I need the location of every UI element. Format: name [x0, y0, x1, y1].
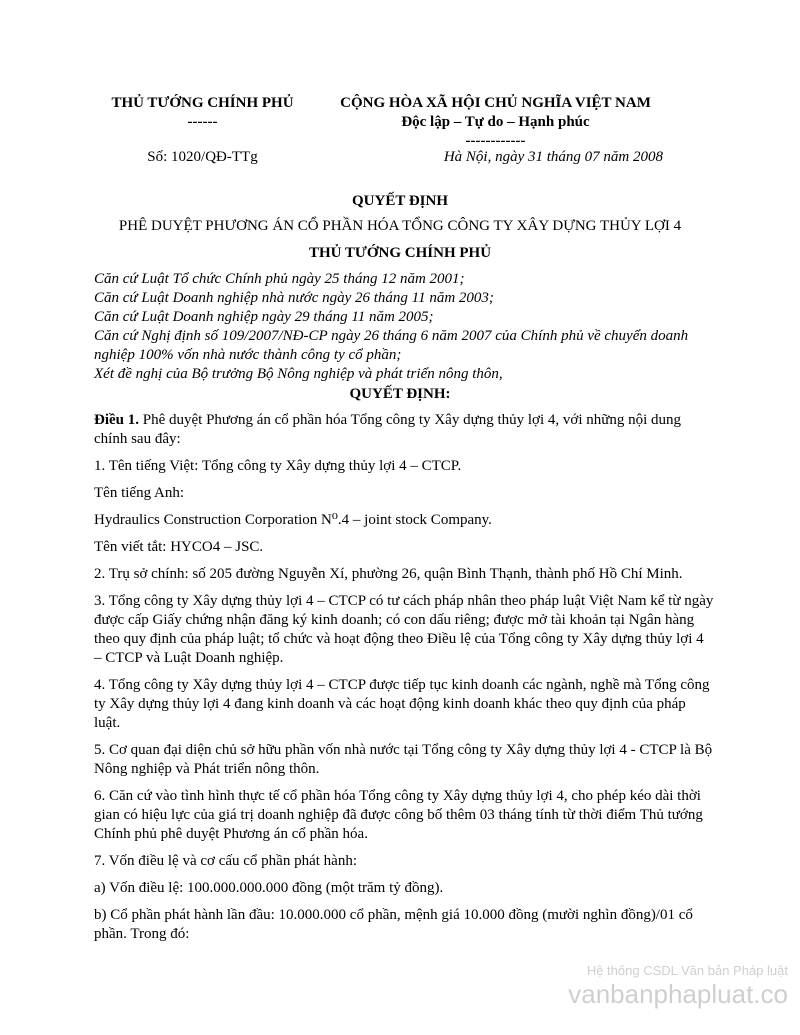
- national-motto: Độc lập – Tự do – Hạnh phúc: [401, 114, 590, 130]
- legal-basis-item: Xét đề nghị của Bộ trưởng Bộ Nông nghiệp và phát triển nông thôn,: [94, 366, 503, 382]
- document-number: Số: 1020/QĐ-TTg: [147, 149, 258, 165]
- paragraph: 3. Tổng công ty Xây dựng thủy lợi 4 – CTCP có tư cách pháp nhân theo pháp luật Việt Nam kể từ ngày được cấp Giấy chứng nhận đăng ký kinh doanh; có con dấu riêng; được mở tài khoản tại Ngân hàng theo quy định của pháp luật; tổ chức và hoạt động theo Điều lệ của Tổng công ty Xây dựng thủy lợi 4 – CTCP và Luật Doanh nghiệp.: [94, 593, 714, 666]
- document-title: QUYẾT ĐỊNH: [352, 193, 448, 209]
- issuing-authority: THỦ TƯỚNG CHÍNH PHỦ: [308, 245, 492, 261]
- decision-body: [94, 411, 714, 952]
- legal-basis-item: Căn cứ Luật Tổ chức Chính phủ ngày 25 tháng 12 năm 2001;: [94, 271, 465, 287]
- paragraph: 7. Vốn điều lệ và cơ cấu cổ phần phát hành:: [94, 853, 357, 869]
- paragraph: 2. Trụ sở chính: số 205 đường Nguyễn Xí, phường 26, quận Bình Thạnh, thành phố Hồ Chí Minh.: [94, 566, 683, 582]
- paragraph: Hydraulics Construction Corporation N⁰.4 – joint stock Company.: [94, 512, 492, 528]
- document-date: Hà Nội, ngày 31 tháng 07 năm 2008: [443, 149, 663, 165]
- country-name: CỘNG HÒA XÃ HỘI CHỦ NGHĨA VIỆT NAM: [340, 95, 651, 111]
- article-text: Phê duyệt Phương án cổ phần hóa Tổng công ty Xây dựng thủy lợi 4, với những nội dung chính sau đây:: [94, 412, 682, 447]
- article-label: Điều 1.: [94, 412, 139, 428]
- article-1: [94, 411, 714, 449]
- legal-basis-item: Căn cứ Luật Doanh nghiệp ngày 29 tháng 11 năm 2005;: [94, 309, 434, 325]
- paragraph: Tên tiếng Anh:: [94, 485, 184, 501]
- issuer-block: [90, 94, 315, 132]
- motto-separator: ------------: [465, 133, 526, 149]
- paragraph: 5. Cơ quan đại diện chủ sở hữu phần vốn nhà nước tại Tổng công ty Xây dựng thủy lợi 4 - CTCP là Bộ Nông nghiệp và Phát triển nông thôn.: [94, 742, 713, 777]
- legal-basis-item: Căn cứ Luật Doanh nghiệp nhà nước ngày 26 tháng 11 năm 2003;: [94, 290, 494, 306]
- issuer-separator: ------: [187, 114, 218, 130]
- paragraph: 1. Tên tiếng Việt: Tổng công ty Xây dựng thủy lợi 4 – CTCP.: [94, 458, 462, 474]
- decision-heading: QUYẾT ĐỊNH:: [349, 386, 451, 402]
- national-header: [318, 94, 673, 151]
- legal-bases: [94, 270, 714, 384]
- paragraph: 4. Tổng công ty Xây dựng thủy lợi 4 – CTCP được tiếp tục kinh doanh các ngành, nghề mà Tổng công ty Xây dựng thủy lợi 4 đang kinh doanh và các hoạt động kinh doanh khác theo quy định của pháp luật.: [94, 677, 710, 731]
- paragraph: 6. Căn cứ vào tình hình thực tế cổ phần hóa Tổng công ty Xây dựng thủy lợi 4, cho phép kéo dài thời gian có hiệu lực của giá trị doanh nghiệp đã được công bố thêm 03 tháng tính từ thời điểm Thủ tướng Chính phủ phê duyệt Phương án cổ phần hóa.: [94, 788, 703, 842]
- issuer-title: THỦ TƯỚNG CHÍNH PHỦ: [111, 95, 294, 111]
- watermark-site: vanbanphapluat.co: [568, 979, 788, 1009]
- paragraph: b) Cổ phần phát hành lần đầu: 10.000.000 cổ phần, mệnh giá 10.000 đồng (mười nghìn đồng)/01 cổ phần. Trong đó:: [94, 907, 693, 942]
- legal-basis-item: Căn cứ Nghị định số 109/2007/NĐ-CP ngày 26 tháng 6 năm 2007 của Chính phủ về chuyển doanh nghiệp 100% vốn nhà nước thành công ty cổ phần;: [94, 328, 689, 363]
- paragraph: a) Vốn điều lệ: 100.000.000.000 đồng (một trăm tỷ đồng).: [94, 880, 444, 896]
- paragraph: Tên viết tắt: HYCO4 – JSC.: [94, 539, 264, 555]
- watermark-caption: Hệ thống CSDL Văn bản Pháp luật: [586, 963, 788, 978]
- watermark: [568, 963, 788, 1010]
- document-subtitle: PHÊ DUYỆT PHƯƠNG ÁN CỔ PHẦN HÓA TỔNG CÔNG TY XÂY DỰNG THỦY LỢI 4: [118, 218, 682, 234]
